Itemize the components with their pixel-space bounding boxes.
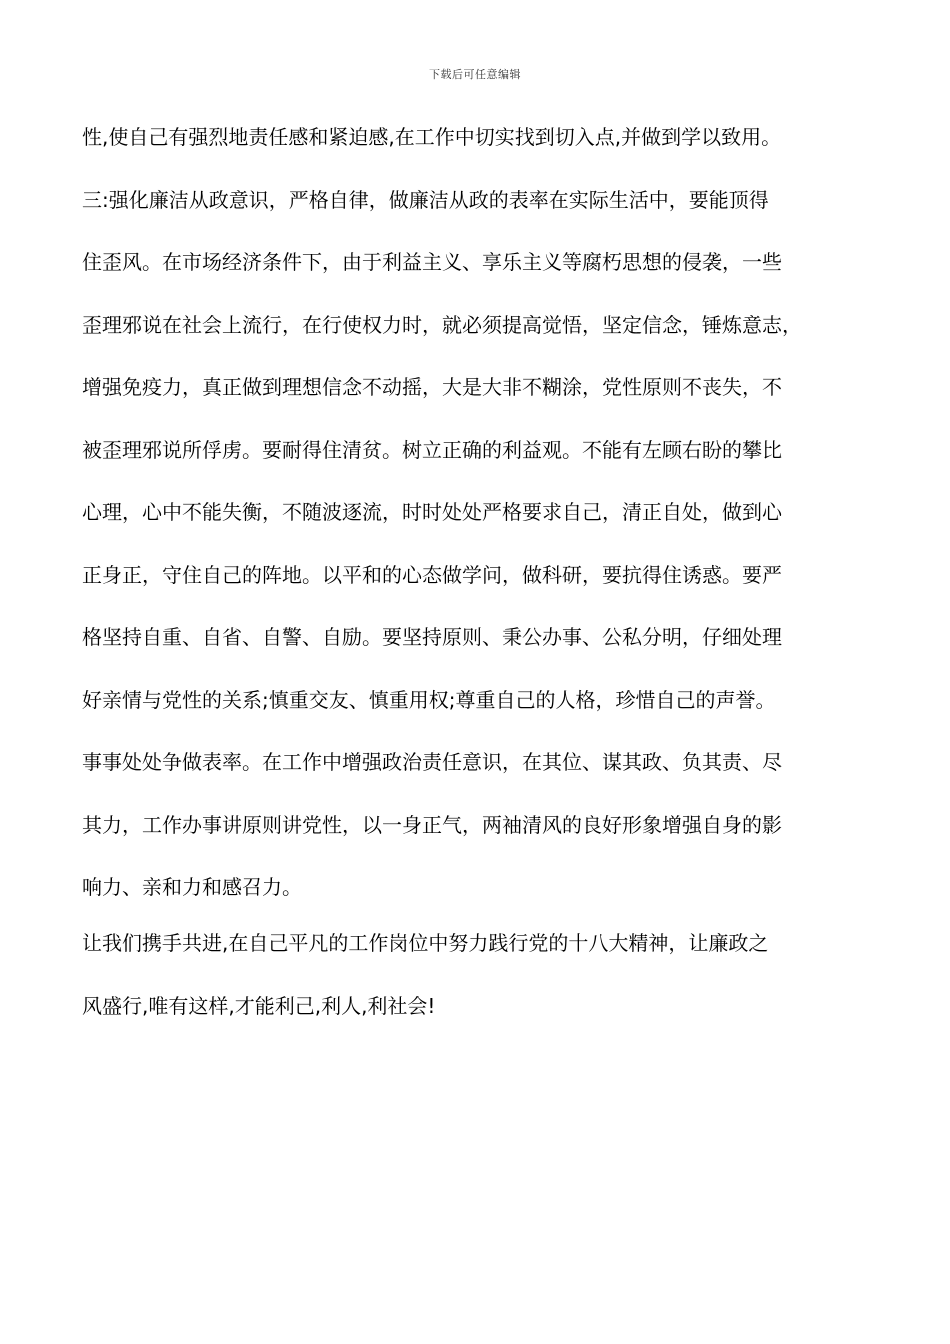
text-line: 三:强化廉洁从政意识，严格自律，做廉洁从政的表率在实际生活中，要能顶得 xyxy=(82,187,769,212)
text-line: 让我们携手共进,在自己平凡的工作岗位中努力践行党的十八大精神，让廉政之 xyxy=(82,931,769,955)
text-line: 格坚持自重、自省、自警、自励。要坚持原则、秉公办事、公私分明，仔细处理 xyxy=(82,625,782,649)
text-line: 风盛行,唯有这样,才能利己,利人,利社会! xyxy=(82,993,436,1018)
text-line: 增强免疫力，真正做到理想信念不动摇，大是大非不糊涂，党性原则不丧失，不 xyxy=(82,375,782,399)
text-line: 好亲情与党性的关系;慎重交友、慎重用权;尊重自己的人格，珍惜自己的声誉。 xyxy=(82,687,776,712)
text-line: 被歪理邪说所俘虏。要耐得住清贫。树立正确的利益观。不能有左顾右盼的攀比 xyxy=(82,437,782,462)
text-line: 性,使自己有强烈地责任感和紧迫感,在工作中切实找到切入点,并做到学以致用。 xyxy=(82,125,782,149)
text-line: 歪理邪说在社会上流行，在行使权力时，就必须提高觉悟，坚定信念，锤炼意志， xyxy=(82,312,802,337)
text-line: 响力、亲和力和感召力。 xyxy=(82,875,302,899)
text-line: 正身正，守住自己的阵地。以平和的心态做学问，做科研，要抗得住诱惑。要严 xyxy=(82,562,782,587)
text-line: 其力，工作办事讲原则讲党性，以一身正气，两袖清风的良好形象增强自身的影 xyxy=(82,812,782,837)
document-body xyxy=(82,118,882,1049)
text-line: 住歪风。在市场经济条件下，由于利益主义、享乐主义等腐朽思想的侵袭，一些 xyxy=(82,250,782,274)
text-line: 心理，心中不能失衡，不随波逐流，时时处处严格要求自己，清正自处，做到心 xyxy=(82,500,782,524)
text-line: 事事处处争做表率。在工作中增强政治责任意识，在其位、谋其政、负其责、尽 xyxy=(82,750,782,774)
page-header-note: 下载后可任意编辑 xyxy=(429,68,521,81)
